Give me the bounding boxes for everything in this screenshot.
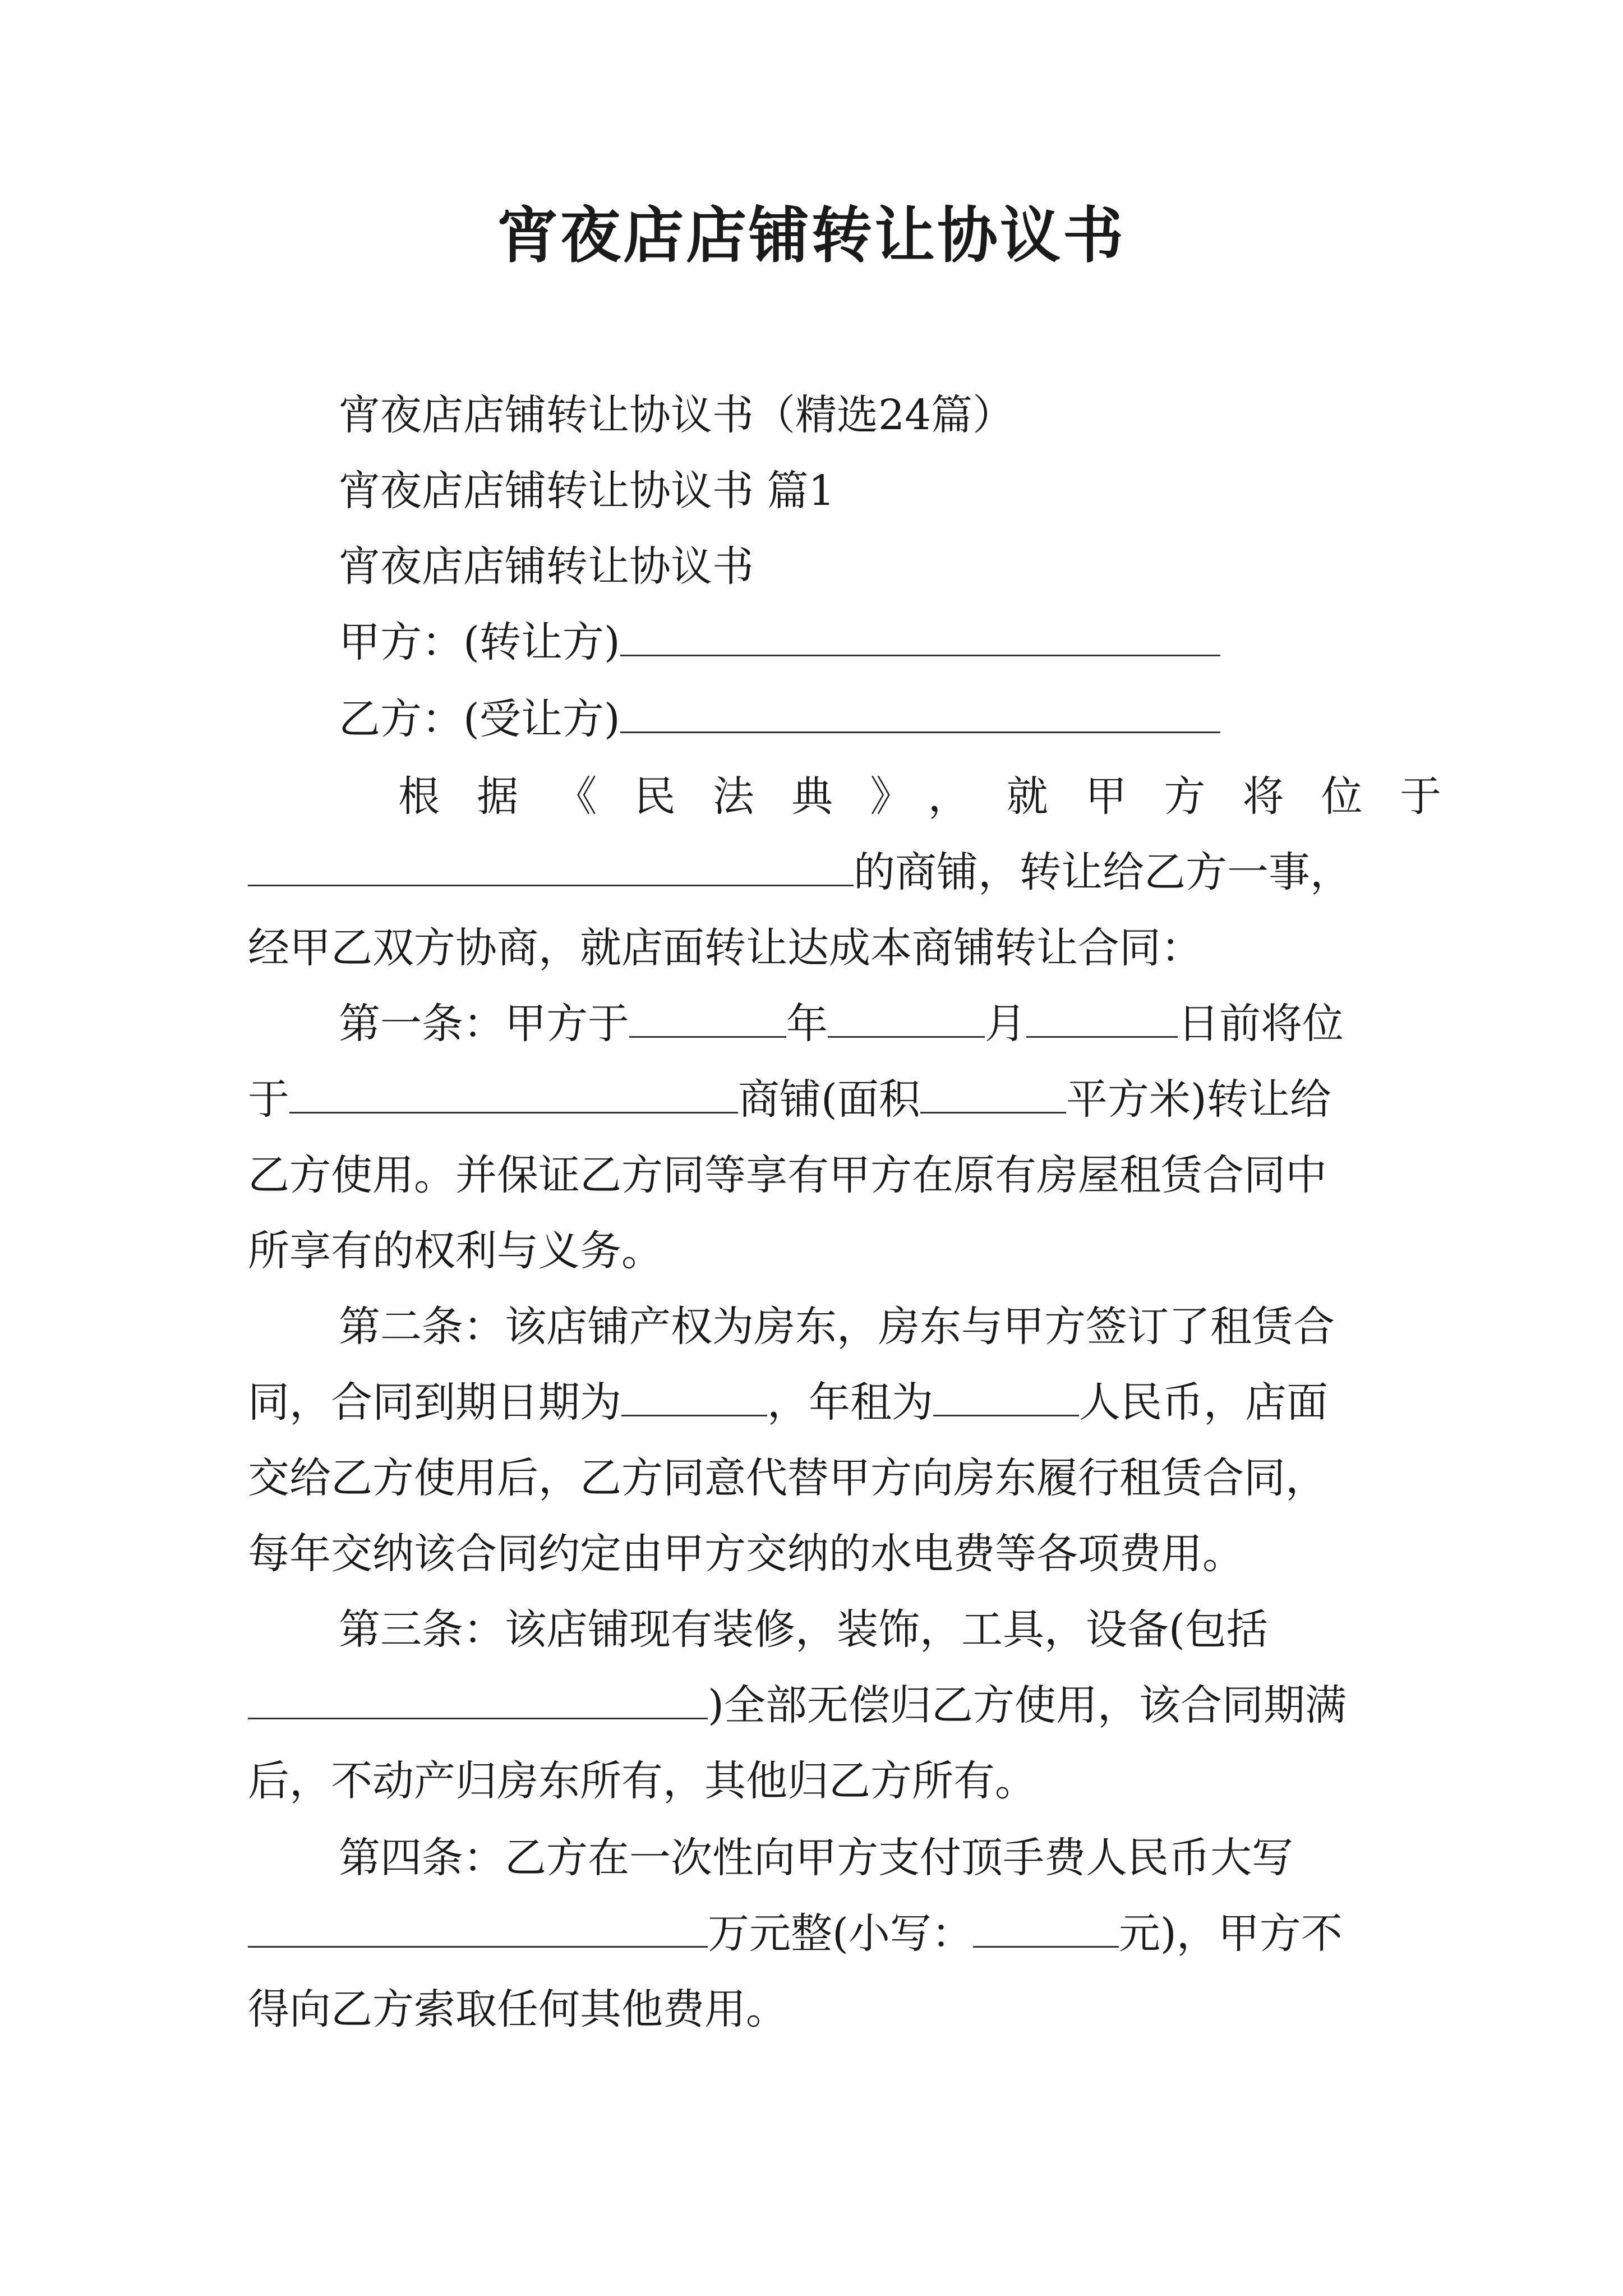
article-4-text-b: 元)，甲方不 — [1118, 1910, 1343, 1958]
article-3-line-1: 第三条：该店铺现有装修，装饰，工具，设备(包括 — [339, 1605, 1268, 1654]
subtitle-selection: 宵夜店店铺转让协议书（精选24篇） — [339, 391, 1015, 439]
article-2-text-b: ，年租为 — [767, 1378, 933, 1427]
party-b-blank — [620, 692, 1220, 733]
annual-rent-blank — [933, 1375, 1079, 1416]
party-a-line — [339, 614, 1393, 670]
article-2-text-c: 人民币，店面 — [1079, 1378, 1328, 1427]
party-b-label: 乙方：(受让方) — [339, 695, 620, 743]
article-3-line-3: 后，不动产归房东所有，其他归乙方所有。 — [248, 1757, 1036, 1805]
month-blank — [828, 997, 985, 1038]
agreement-heading: 宵夜店店铺转让协议书 — [339, 542, 754, 591]
document-title: 宵夜店店铺转让协议书 — [497, 200, 1126, 271]
party-b-line — [339, 691, 1393, 747]
section-heading: 宵夜店店铺转让协议书 篇1 — [339, 467, 835, 515]
article-1-text-d: 商铺(面积 — [738, 1075, 920, 1124]
year-blank — [629, 997, 786, 1038]
article-1-line-1 — [339, 996, 1393, 1052]
preamble-line-2-text: 的商铺，转让给乙方一事， — [854, 848, 1352, 896]
article-1-text-b: 日前将位 — [1178, 1000, 1344, 1048]
article-1-text-a: 第一条：甲方于 — [339, 1000, 629, 1048]
article-1-text-c: 于 — [248, 1075, 289, 1124]
article-2-line-2 — [248, 1374, 1392, 1430]
equipment-blank — [248, 1678, 708, 1719]
shop-location-blank — [289, 1073, 738, 1114]
article-4-text-a: 万元整(小写： — [708, 1910, 973, 1958]
location-blank — [248, 845, 854, 886]
article-2-line-3: 交给乙方使用后，乙方同意代替甲方向房东履行租赁合同， — [248, 1454, 1327, 1502]
amount-words-blank — [248, 1907, 708, 1948]
day-blank — [1026, 997, 1178, 1038]
article-1-line-2 — [248, 1071, 1392, 1128]
article-4-line-2 — [248, 1906, 1392, 1962]
article-2-text-a: 同，合同到期日期为 — [248, 1378, 621, 1427]
article-2-line-4: 每年交纳该合同约定由甲方交纳的水电费等各项费用。 — [248, 1530, 1244, 1578]
preamble-line-3: 经甲乙双方协商，就店面转让达成本商铺转让合同： — [248, 924, 1202, 972]
expiry-date-blank — [621, 1375, 767, 1416]
area-blank — [920, 1073, 1066, 1114]
article-2-line-1: 第二条：该店铺产权为房东，房东与甲方签订了租赁合 — [339, 1303, 1335, 1351]
article-1-text-e: 平方米)转让给 — [1066, 1075, 1331, 1124]
article-3-line-2 — [248, 1677, 1392, 1733]
article-1-line-4: 所享有的权利与义务。 — [248, 1227, 663, 1275]
preamble-line-2 — [248, 844, 1392, 900]
month-label: 月 — [985, 1000, 1026, 1048]
year-label: 年 — [786, 1000, 828, 1048]
preamble-line-1: 根据《民法典》，就甲方将位于 — [398, 772, 1441, 821]
party-a-blank — [620, 615, 1220, 656]
article-4-line-3: 得向乙方索取任何其他费用。 — [248, 1985, 787, 2033]
article-4-line-1: 第四条：乙方在一次性向甲方支付顶手费人民币大写 — [339, 1834, 1293, 1882]
party-a-label: 甲方：(转让方) — [339, 618, 620, 666]
article-1-line-3: 乙方使用。并保证乙方同等享有甲方在原有房屋租赁合同中 — [248, 1151, 1327, 1199]
article-3-text-b: )全部无偿归乙方使用，该合同期满 — [708, 1681, 1347, 1729]
amount-figures-blank — [973, 1907, 1119, 1948]
